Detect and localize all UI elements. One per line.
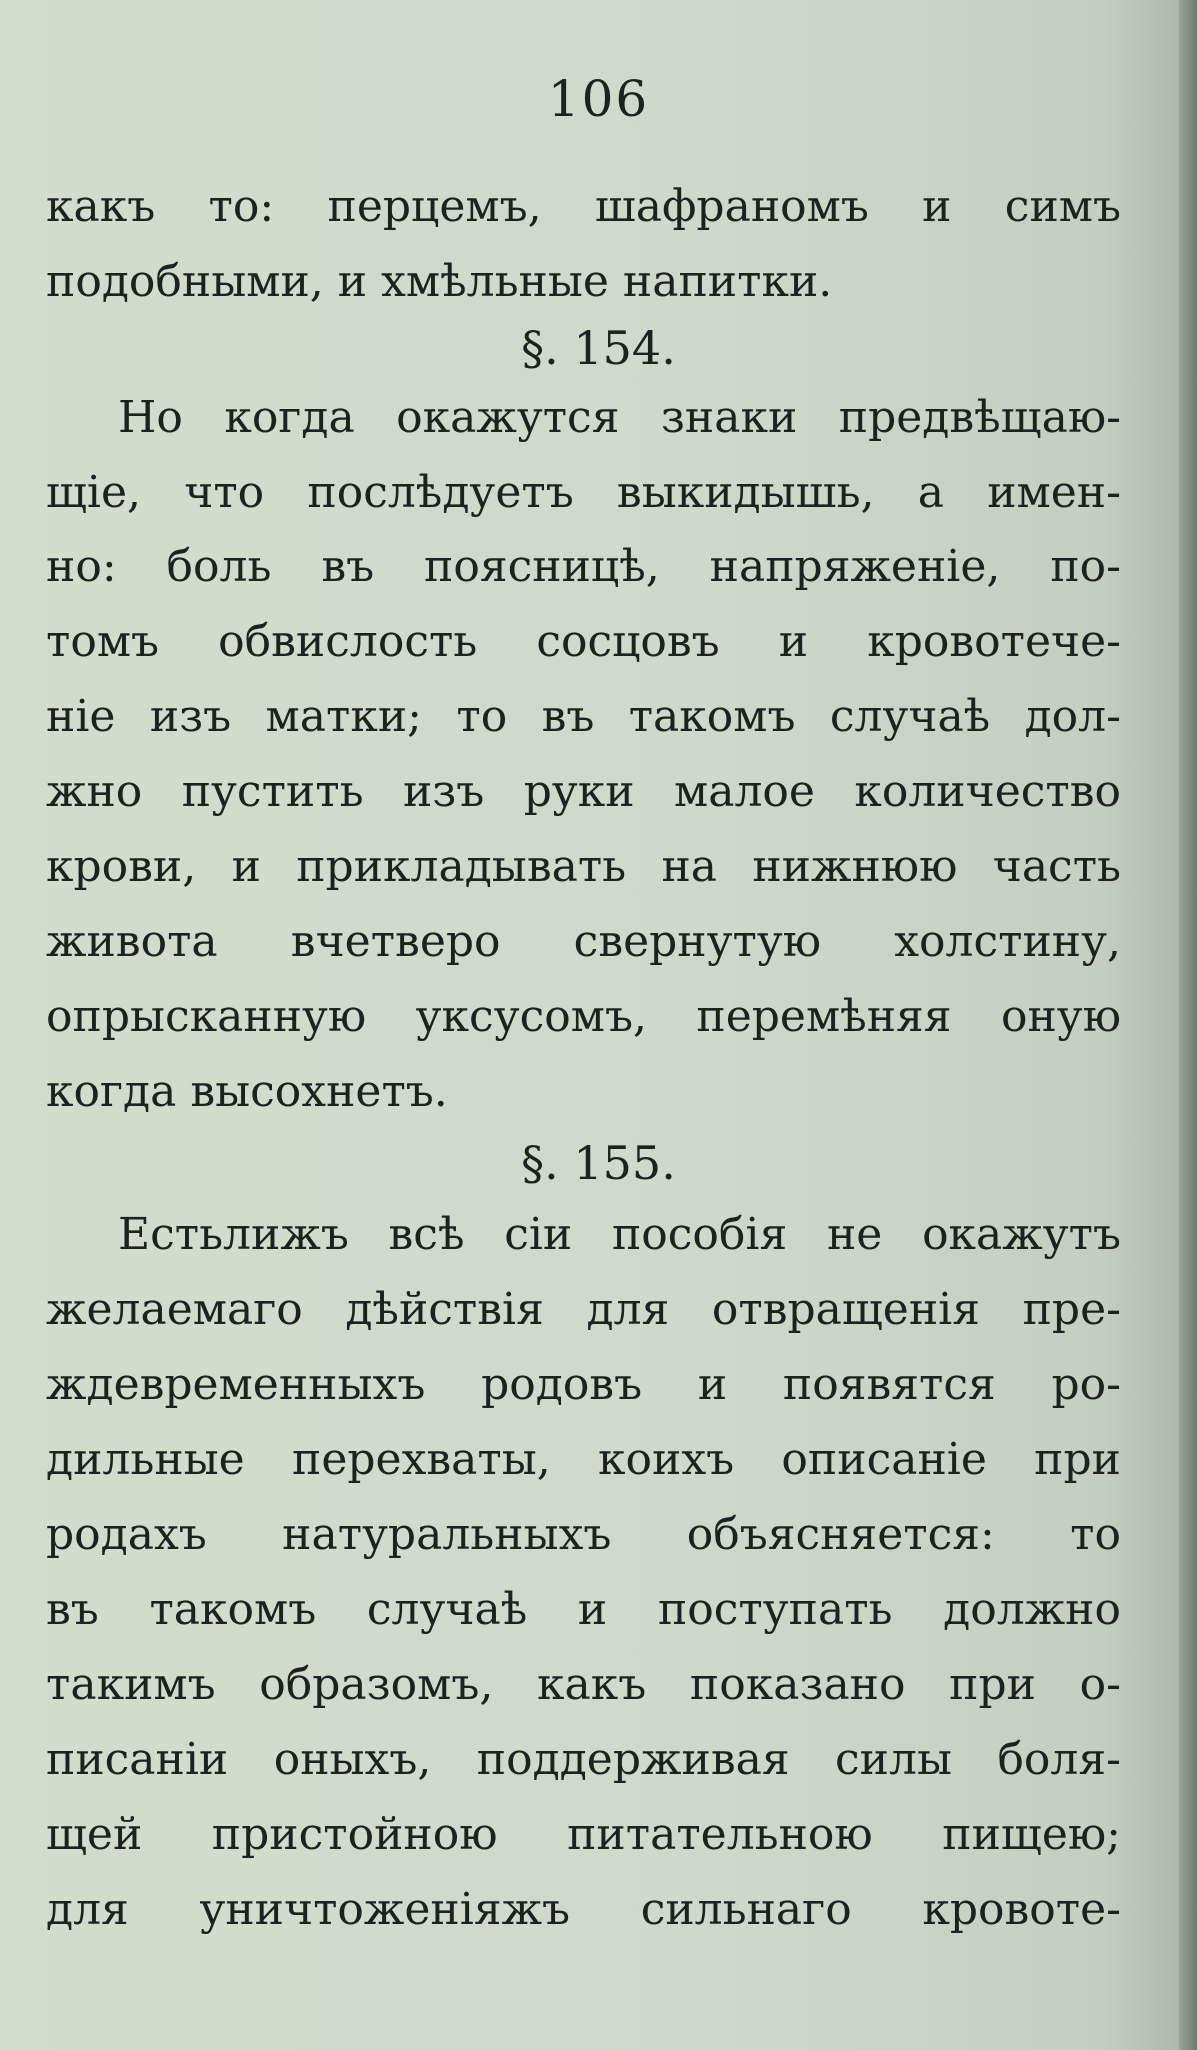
text-line: щіе, что послѣдуетъ выкидышь, а имен- <box>46 467 1121 518</box>
text-line: Естьлижъ всѣ сіи пособія не окажутъ <box>118 1209 1121 1260</box>
text-line: ніе изъ матки; то въ такомъ случаѣ дол- <box>46 691 1121 742</box>
text-line: писаніи оныхъ, поддерживая силы боля- <box>46 1734 1121 1785</box>
section-heading-154: §. 154. <box>521 321 676 375</box>
text-line: родахъ натуральныхъ объясняется: то <box>46 1509 1121 1560</box>
text-line: какъ то: перцемъ, шафраномъ и симъ <box>46 181 1121 232</box>
section-heading-155: §. 155. <box>521 1136 676 1190</box>
text-line: подобными, и хмѣльные напитки. <box>46 256 833 307</box>
text-line: опрысканную уксусомъ, перемѣняя оную <box>46 991 1121 1042</box>
page-edge <box>1179 0 1197 2050</box>
text-line: для уничтоженіяжъ сильнаго кровоте- <box>46 1884 1121 1935</box>
text-line: въ такомъ случаѣ и поступать должно <box>46 1584 1121 1635</box>
text-line: когда высохнетъ. <box>46 1066 448 1117</box>
text-line: жно пустить изъ руки малое количество <box>46 766 1121 817</box>
text-line: томъ обвислость сосцовъ и кровотече- <box>46 616 1121 667</box>
text-line: крови, и прикладывать на нижнюю часть <box>46 841 1121 892</box>
text-line: щей пристойною питательною пищею; <box>46 1809 1121 1860</box>
text-line: дильные перехваты, коихъ описаніе при <box>46 1434 1121 1485</box>
text-line: желаемаго дѣйствія для отвращенія пре- <box>46 1284 1121 1335</box>
text-line: Но когда окажутся знаки предвѣщаю- <box>118 392 1121 443</box>
text-line: живота вчетверо свернутую холстину, <box>46 916 1121 967</box>
page-number: 106 <box>547 70 650 128</box>
text-line: такимъ образомъ, какъ показано при о- <box>46 1659 1121 1710</box>
text-line: ждевременныхъ родовъ и появятся ро- <box>46 1359 1121 1410</box>
text-line: но: боль въ поясницѣ, напряженіе, по- <box>46 541 1121 592</box>
